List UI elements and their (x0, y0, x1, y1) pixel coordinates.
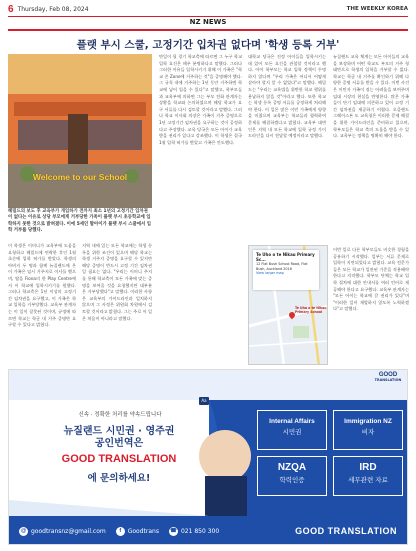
article-column-4 (248, 54, 326, 240)
logo-sub: TRANSLATION (374, 378, 402, 382)
advertisement[interactable] (8, 369, 408, 545)
map-info-card (253, 250, 319, 290)
welcome-sign (8, 172, 152, 182)
article-column-3 (159, 54, 242, 364)
tile-title: Immigration NZ (344, 418, 392, 425)
ad-subtitle: 에 문의하세요! (87, 473, 151, 484)
ad-phone-text: 021 850 300 (180, 527, 220, 535)
tile-subtitle: 시민권 (282, 428, 302, 436)
map-card-title: Te Uho o te Nikau Primary Sc... (256, 252, 315, 262)
school-map[interactable] (248, 245, 328, 365)
article-column-2 (82, 243, 152, 363)
ad-footer-brand: GOOD TRANSLATION (295, 526, 397, 536)
phone-icon: ☎ (170, 528, 177, 534)
good-translation-logo (371, 372, 405, 400)
column-text: 만일이 될 경기 학교측에 따르면 그 누구 학교 입학 요건은 매우 분명하다고 말했다. 그러나 그러한 이유들 입학시키기 위해 이 가족은 "학교 존 Zone에 거주하는 것"을 증명해야 했다. 그 규칙 내에 거주하는 1년 동안 거주하면 학교에 넣어 입을 수 있다"고 말했고, 학부모들과 교육부에 의하면 그는 부모 전화 관계자는 상황을 학교와 논의하였으며 해당 학교가 요구 서류를 다시 검토할 것이라고 말했다. 그러나 학교 이사회 의장은 가족이 거주 증명으로 1년 고정기간 임차권을 요구하는 것이 공정하다고 주장했다. 교육 당국은 모든 아이가 교육 받을 권리가 있다고 강조했다. 이 학생은 결국 1월 입학 허가를 받았고 가족은 안도했다. (159, 54, 242, 145)
service-tile-internal-affairs[interactable] (257, 410, 327, 450)
ad-tagline: 신속 · 정확한 처리를 약속드립니다 (78, 412, 162, 418)
ad-phone[interactable] (169, 527, 219, 536)
logo-main: GOOD (378, 372, 398, 378)
service-tile-ird[interactable] (333, 456, 403, 496)
ad-title-line-1: 뉴질랜드 시민권 · 영주권 (63, 426, 175, 437)
article-column-6 (333, 247, 409, 365)
welcome-sign-text: Welcome to our School (32, 172, 128, 182)
tile-title: Internal Affairs (269, 418, 315, 425)
view-larger-map-link[interactable]: View larger map (256, 271, 284, 276)
map-card-address-2: Bush, Auckland 2016 (256, 266, 292, 271)
issue-date: Thursday, Feb 08, 2024 (17, 5, 89, 13)
paper-name: THE WEEKLY KOREA (346, 6, 408, 12)
header-rule (8, 16, 408, 17)
ad-title (33, 426, 205, 450)
ad-social[interactable] (116, 527, 159, 536)
section-rule (8, 29, 408, 31)
service-tile-immigration[interactable] (333, 410, 403, 450)
column-text: 뉴질랜드 교육 체계는 모든 아이들의 교육을 보장하며 어떤 학교도 부모의 거주 형태만으로 학생의 입학을 거부할 수 없다. 학교는 학군 내 거주를 확인하기 위해 다양한 증명 서류를 받을 수 있다. 이번 사건은 이민자 가족이 겪는 어려움을 보여주며 임대 시장의 현실을 반영한다. 많은 가족들이 단기 임대에 의존하고 있어 고정 기간 임차권을 제공하기 어렵다. 오클랜드 그레이스톤 도 교육청은 이러한 문제 해결을 위한 가이드라인을 준비하고 있으며, 학부모들은 학교 측의 도움을 받을 수 있다. 교육부는 정책을 명확히 해야 한다. (333, 54, 409, 139)
article-headline: 플랫 부시 스쿨, 고정기간 입차권 없다며 '학생 등록 거부' (76, 39, 340, 51)
tile-subtitle: 비자 (361, 428, 375, 436)
ad-email[interactable] (19, 527, 106, 536)
tile-title: NZQA (277, 462, 307, 473)
aa-badge: Aa (199, 397, 209, 405)
email-icon: @ (20, 528, 27, 534)
facebook-icon: f (116, 527, 125, 536)
ad-email-text: goodtransnz@gmail.com (31, 527, 106, 535)
tile-title: IRD (359, 462, 377, 473)
article-column-1 (8, 243, 76, 363)
ad-footer-bar (9, 516, 408, 545)
school-photo (8, 54, 152, 208)
article-column-5 (333, 54, 409, 242)
section-title: NZ NEWS (189, 18, 227, 26)
map-pin-label: Te Uho o te Nikau Primary School (295, 306, 327, 314)
tile-subtitle: 학력인증 (279, 476, 305, 484)
photo-caption: 헤밀드의 보도 후 교육부가 개입하기 전까지 최소 1년의 고정기간 입차권이 없다는 이유로 상당 부모에게 거부당한 가족이 플랫 부시 초등학교에 입학하지 못한 것으로 밝혀졌다. 이에 5세인 딸아이가 플랫 부시 스쿨에서 입학 거부를 당했다. (8, 209, 152, 234)
column-text: 이번 일로 다른 학부모들도 비슷한 경험을 공유하기 시작했다. 일부는 서류 문제로 입학이 지연되었다고 밝혔다. 교육 전문가들은 모든 학교가 일관된 기준을 적용해야 한다고 지적했다. 학부모 단체는 학교 입학 절차에 대한 안내서를 여러 언어로 제공해야 한다고 요구했다. 교육부 관계자는 "모든 아이는 학교에 갈 권리가 있다"며 "이러한 일이 재발하지 않도록 노력하겠다"고 말했다. (333, 247, 409, 312)
page-header (8, 3, 408, 15)
tile-subtitle: 세무관련 자료 (348, 476, 388, 484)
service-tile-nzqa[interactable] (257, 456, 327, 496)
ad-title-line-2: 공인번역은 (94, 438, 144, 449)
column-text: 대학교 당국은 진정 아이들을 입학시키는 데 있어 모든 요건을 관철할 것이라고 했다. 아이 학부모는 학교 입학 정책이 투명하지 않다며 "우리 가족은 어디서 어떻게 살아야 할지 알 수 없었다"고 말했다. 헤밀드는 "우리는 교육법을 위반한 학교 행위를 용납하지 않을 것"이라고 했다. 또한 학교는 학생 등록 증명 서류를 공정하게 처리해야 한다. 이 일은 많은 이민 가족에게 영향을 미쳤으며 교육부는 학교들과 협력하여 문제를 해결하겠다고 밝혔다. 교육부 대변인은 지역 내 모든 학교에 입학 규정 가이드라인을 다시 전달할 예정이라고 말했다. (248, 54, 326, 139)
ad-social-text: Goodtrans (127, 527, 159, 535)
page-number: 6 (8, 3, 14, 15)
column-text: 지역 내에 있는 모든 학교에는 학생 등록을 위한 조건이 있으며 해당 학교는 학생 거주지 증명을 요구할 수 있지만 해당 증명이 반드시 고정 기간 임차권일 필요는 없다. "우리는 이머니 주지를 통해 학교측이 모든 가족에 맞는 증명을 보여줄 것을 요청했지만 대부분은 거부당했다"고 말했다. 이러한 사항은 교육부의 가이드라인과 일치하지 않으며 그 사정은 위원회 차원에서 검토할 것이라고 밝혔다. 그는 주로 이 일은 처음이 아니라고 말했다. (82, 243, 152, 321)
column-text: 이 학생은 이머니가 교육부에 도움을 요청하고 헤밀드에 연락한 후인 1월 초순에 입학 허가를 받았다. 학생의 아버지 두 명과 함께 뉴질랜드에 온 이 가족은 임시 거주지로 이사를 했으며, 딸을 Fiona의 한 Play Centre에서 이 학교에 입학시키기를 원했다. 그러나 학교측은 1년 이상의 고정기간 임차권을 요구했고, 이 가족은 학교 입학을 거부당했다. 교육부 관계자는 이 일이 잘못된 것이며, 규정에 따르면 학교는 학군 내 거주 증명만 요구할 수 있다고 밝혔다. (8, 243, 76, 328)
map-card-address-1: 12 Flat Bush School Road, Flat (256, 262, 308, 267)
ad-brand: GOOD TRANSLATION (61, 453, 177, 465)
